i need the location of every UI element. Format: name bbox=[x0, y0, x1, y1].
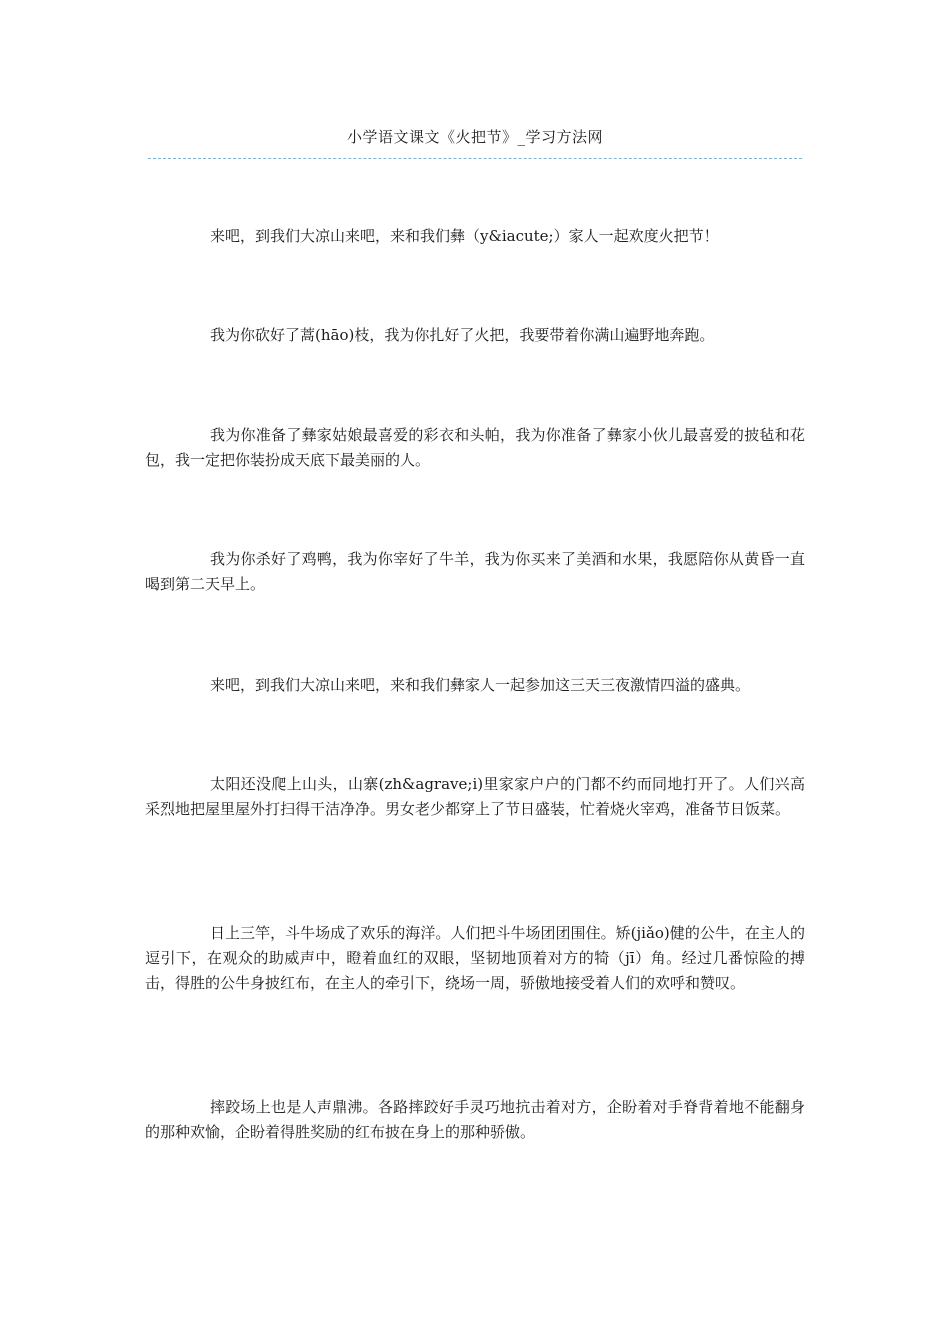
paragraph-3: 我为你准备了彝家姑娘最喜爱的彩衣和头帕，我为你准备了彝家小伙儿最喜爱的披毡和花包，我一定把你装扮成天底下最美丽的人。 bbox=[145, 426, 805, 469]
paragraph-2: 我为你砍好了蒿(hāo)枝，我为你扎好了火把，我要带着你满山遍野地奔跑。 bbox=[210, 326, 715, 344]
paragraph-5: 来吧，到我们大凉山来吧，来和我们彝家人一起参加这三天三夜激情四溢的盛典。 bbox=[210, 676, 751, 694]
paragraph-6: 太阳还没爬上山头，山寨(zh&agrave;i)里家家户户的门都不约而同地打开了。人们兴高采烈地把屋里屋外打扫得干洁净净。男女老少都穿上了节日盛装，忙着烧火宰鸡，准备节日饭菜。 bbox=[145, 775, 805, 818]
paragraph-4: 我为你杀好了鸡鸭，我为你宰好了牛羊，我为你买来了美酒和水果，我愿陪你从黄昏一直喝到第二天早上。 bbox=[145, 550, 805, 593]
document-title: 小学语文课文《火把节》_学习方法网 bbox=[346, 128, 603, 146]
title-divider bbox=[148, 158, 802, 159]
paragraph-1: 来吧，到我们大凉山来吧，来和我们彝（y&iacute;）家人一起欢度火把节！ bbox=[210, 227, 719, 245]
paragraph-8: 摔跤场上也是人声鼎沸。各路摔跤好手灵巧地抗击着对方，企盼着对手脊背着地不能翻身的那种欢愉，企盼着得胜奖励的红布披在身上的那种骄傲。 bbox=[145, 1098, 805, 1141]
paragraph-7: 日上三竿，斗牛场成了欢乐的海洋。人们把斗牛场团团围住。矫(jiǎo)健的公牛，在主人的逗引下，在观众的助威声中，瞪着血红的双眼，坚韧地顶着对方的犄（jī）角。经过几番惊险的搏击，得胜的公牛身披红布，在主人的牵引下，绕场一周，骄傲地接受着人们的欢呼和赞叹。 bbox=[145, 924, 805, 992]
